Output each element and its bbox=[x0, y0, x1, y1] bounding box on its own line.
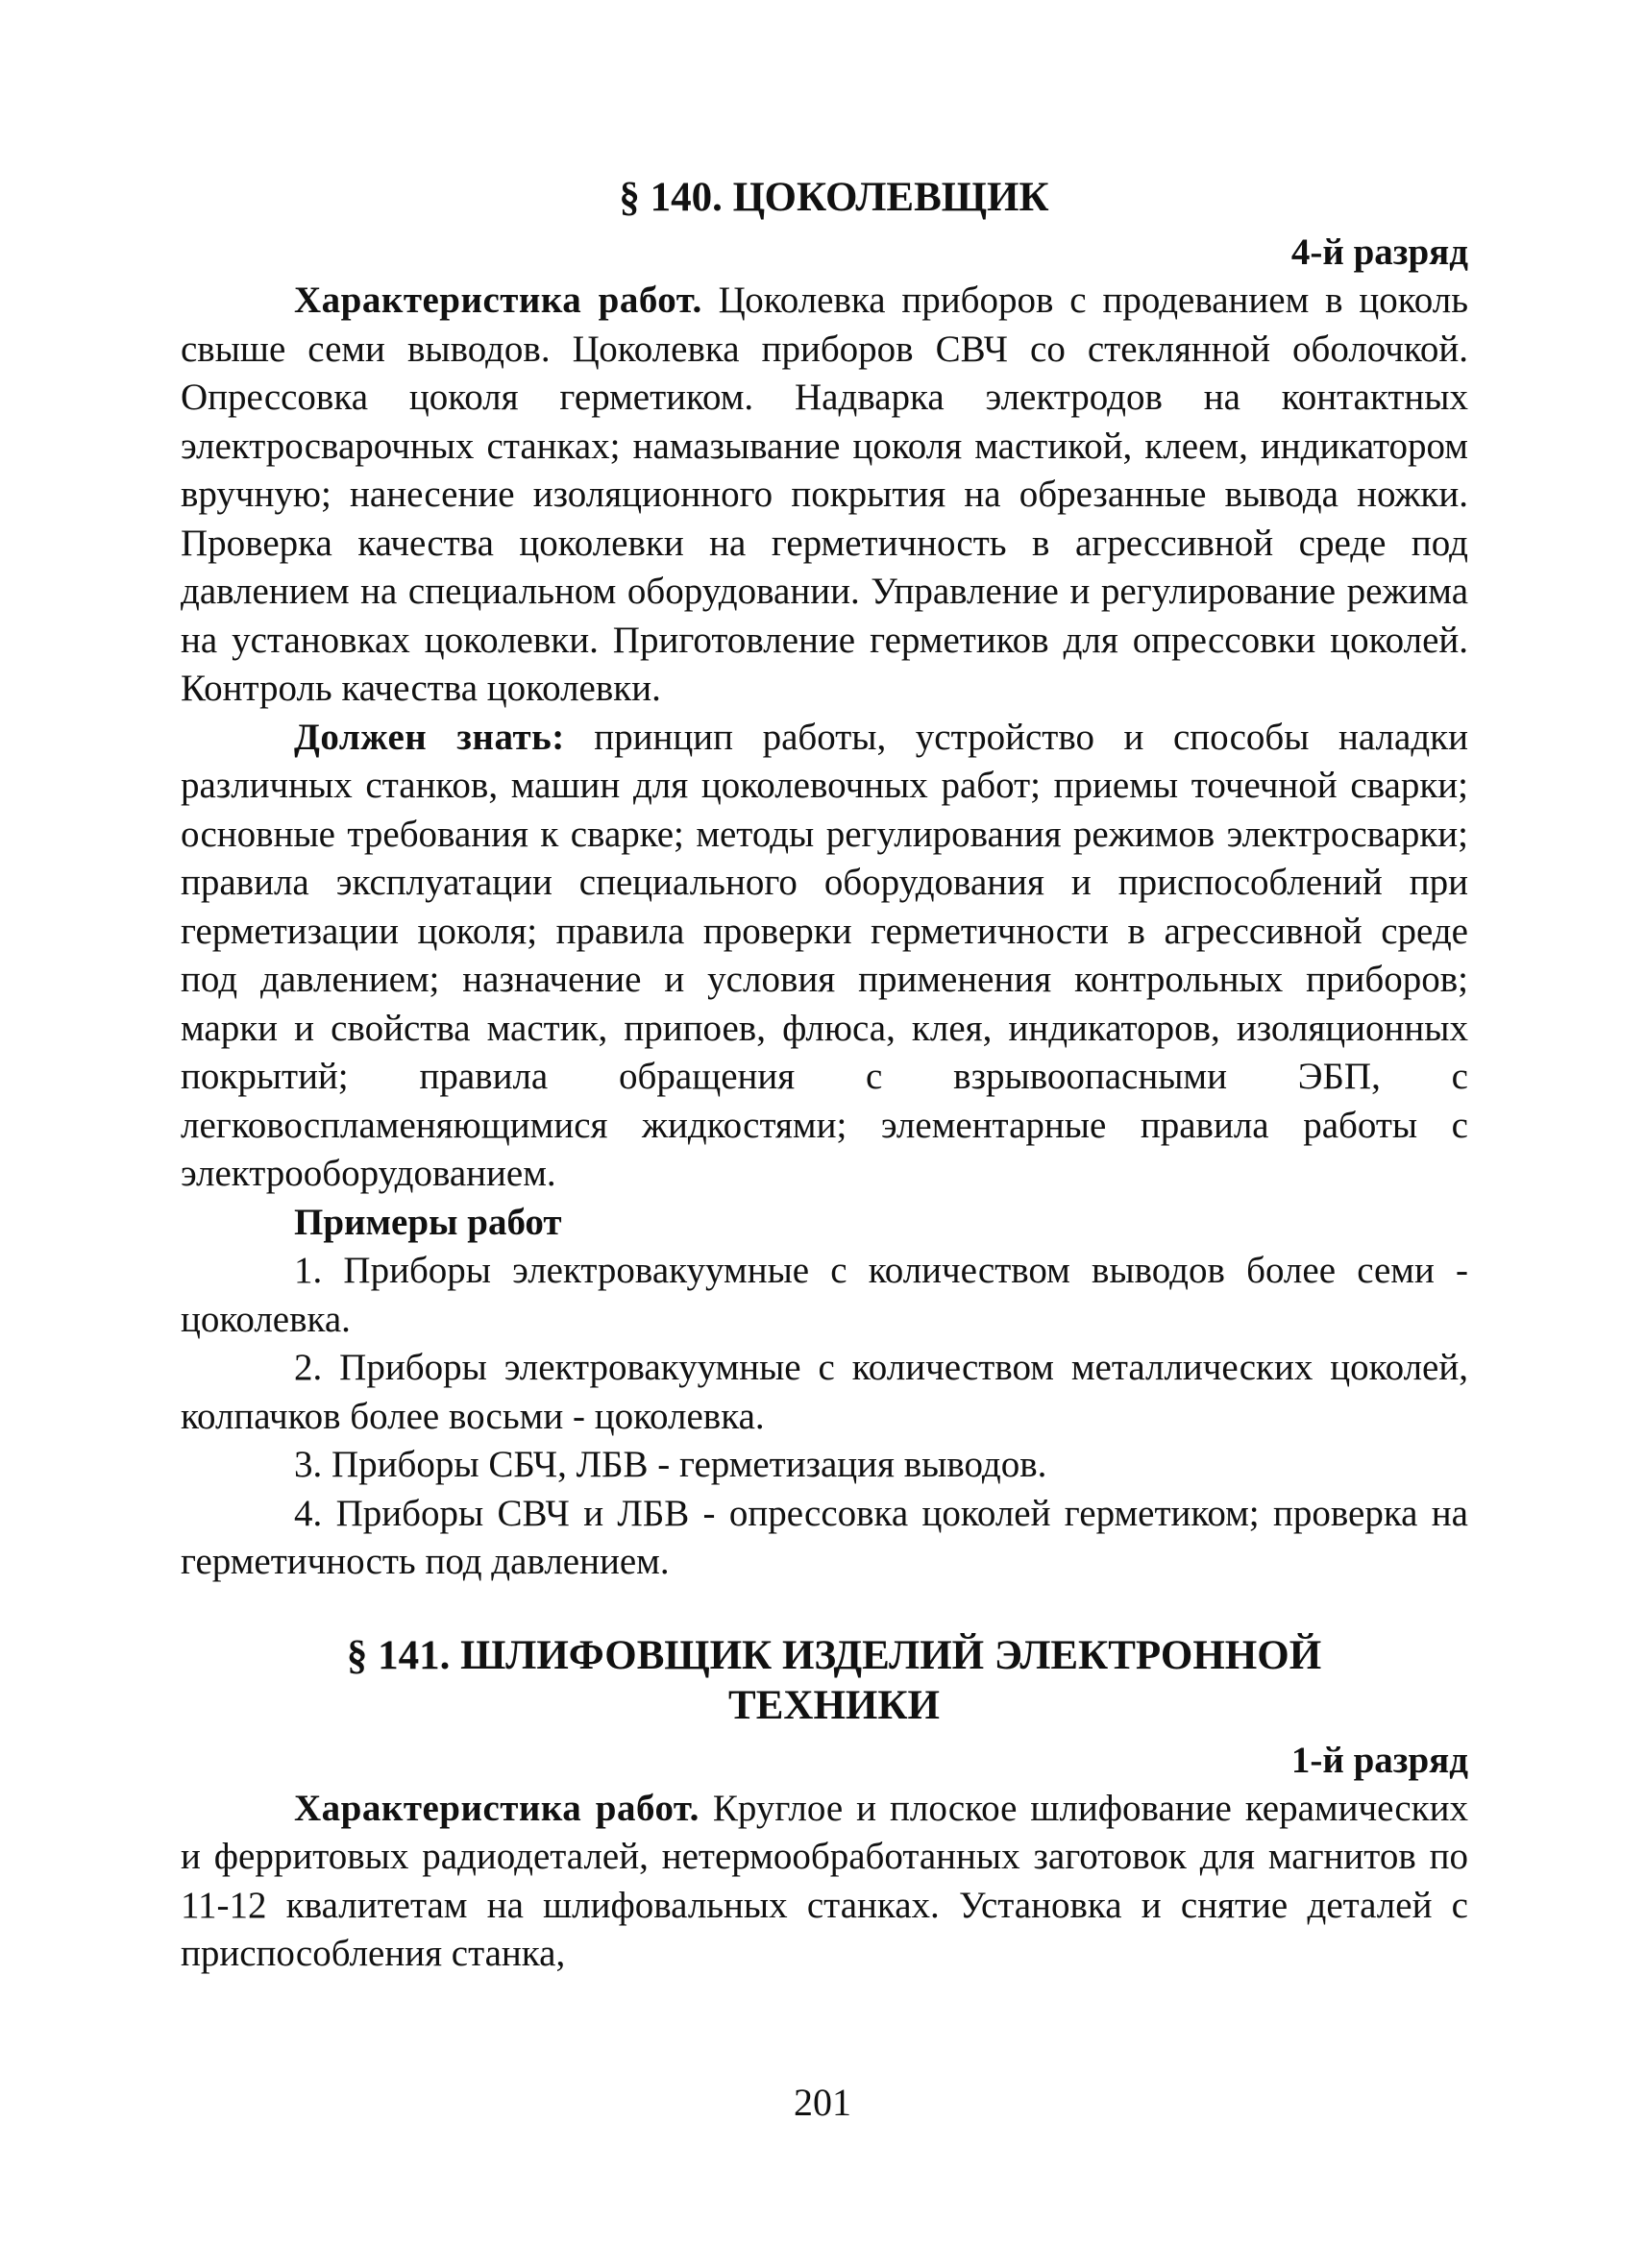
section-141-title bbox=[181, 1631, 1468, 1731]
section-140-must-know bbox=[181, 714, 1468, 1199]
characteristics-text: Круглое и плоское шлифование керамических и ферритовых радиодеталей, нетермообработанных заготовок для магнитов по 11-12 квалитетам на шлифовальных станках. Установка и снятие деталей с приспособления станка, bbox=[181, 1787, 1468, 1974]
example-item: 2. Приборы электровакуумные с количеством металлических цоколей, колпачков более восьми - цоколевка. bbox=[181, 1347, 1468, 1437]
section-141-title-line1: § 141. ШЛИФОВЩИК ИЗДЕЛИЙ ЭЛЕКТРОННОЙ bbox=[346, 1632, 1322, 1678]
section-140 bbox=[181, 173, 1468, 1587]
must-know-text: принцип работы, устройство и способы наладки различных станков, машин для цоколевочных работ; приемы точечной сварки; основные требования к сварке; методы регулирования режимов электросварки; правила эксплуатации специального оборудования и приспособлений при герметизации цоколя; правила проверки герметичности в агрессивной среде под давлением; назначение и условия применения контрольных приборов; марки и свойства мастик, припоев, флюса, клея, индикаторов, изоляционных покрытий; правила обращения с взрывоопасными ЭБП, с легковоспламеняющимися жидкостями; элементарные правила работы с электрооборудованием. bbox=[181, 716, 1468, 1194]
section-140-characteristics bbox=[181, 277, 1468, 714]
examples-heading: Примеры работ bbox=[294, 1201, 562, 1243]
section-spacer bbox=[181, 1587, 1468, 1631]
section-141-grade: 1-й разряд bbox=[1290, 1739, 1468, 1781]
characteristics-text: Цоколевка приборов с продеванием в цоколь свыше семи выводов. Цоколевка приборов СВЧ со стеклянной оболочкой. Опрессовка цоколя герметиком. Надварка электродов на контактных электросварочных станках; намазывание цоколя мастикой, клеем, индикатором вручную; нанесение изоляционного покрытия на обрезанные вывода ножки. Проверка качества цоколевки на герметичность в агрессивной среде под давлением на специальном оборудовании. Управление и регулирование режима на установках цоколевки. Приготовление герметиков для опрессовки цоколей. Контроль качества цоколевки. bbox=[181, 280, 1468, 709]
section-141-title-line2: ТЕХНИКИ bbox=[728, 1682, 940, 1728]
section-141 bbox=[181, 1631, 1468, 1979]
section-140-title: § 140. ЦОКОЛЕВЩИК bbox=[619, 175, 1049, 220]
characteristics-label: Характеристика работ. bbox=[294, 280, 702, 321]
text-column bbox=[181, 173, 1468, 1979]
page-number: 201 bbox=[794, 2081, 851, 2124]
example-item: 4. Приборы СВЧ и ЛБВ - опрессовка цоколей герметиком; проверка на герметичность под давлением. bbox=[181, 1492, 1468, 1582]
example-item: 3. Приборы СБЧ, ЛБВ - герметизация выводов. bbox=[294, 1444, 1047, 1485]
section-141-characteristics bbox=[181, 1785, 1468, 1979]
example-item: 1. Приборы электровакуумные с количеством выводов более семи - цоколевка. bbox=[181, 1250, 1468, 1340]
must-know-label: Должен знать: bbox=[294, 716, 565, 758]
section-140-grade: 4-й разряд bbox=[1290, 232, 1468, 273]
characteristics-label: Характеристика работ. bbox=[294, 1787, 700, 1829]
